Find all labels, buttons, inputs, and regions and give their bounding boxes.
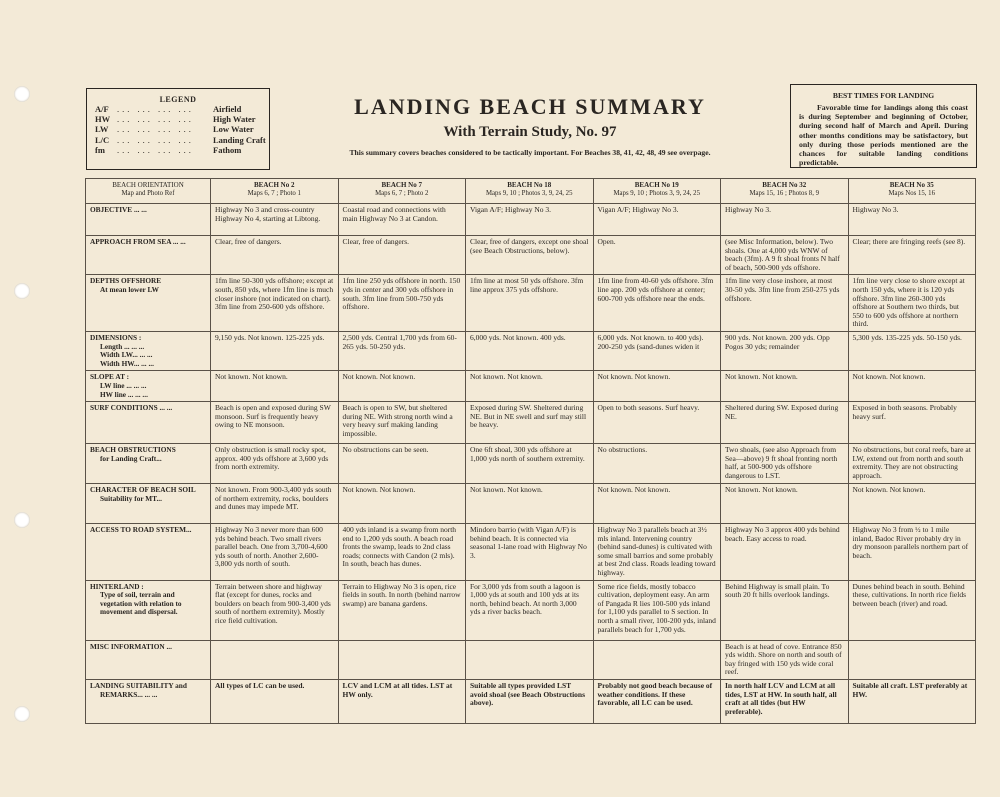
column-beach-name: BEACH No 19 bbox=[634, 181, 679, 189]
table-cell: Two shoals, (see also Approach from Sea—above) 9 ft shoal fronting north half, at 500-900 yds offshore dangerous to LST. bbox=[721, 444, 849, 484]
legend-meaning: Low Water bbox=[213, 124, 254, 135]
row-label bbox=[86, 331, 211, 370]
table-cell: 6,000 yds. Not known. 400 yds. bbox=[466, 331, 594, 370]
table-cell: Highway No 3 never more than 600 yds behind beach. Two small rivers parallel beach. One from 3,700-4,600 yds south of north. Another 2,600-3,800 yds north of south. bbox=[211, 524, 339, 581]
table-row bbox=[86, 580, 976, 640]
page-title: LANDING BEACH SUMMARY bbox=[354, 94, 706, 119]
corner-header bbox=[86, 179, 211, 204]
table-cell: 1fm line 50-300 yds offshore; except at south, 850 yds, where 1fm line is much closer inshore (not indicated on chart). 3fm line from 250-600 yds offshore. bbox=[211, 275, 339, 332]
table-cell: Suitable all craft. LST preferably at HW. bbox=[848, 680, 976, 724]
row-sublabel: Type of soil, terrain and vegetation with relation to movement and dispersal. bbox=[100, 590, 182, 617]
table-cell: Not known. Not known. bbox=[848, 371, 976, 402]
table-row bbox=[86, 524, 976, 581]
table-cell: Not known. Not known. bbox=[338, 371, 466, 402]
column-header-beach bbox=[848, 179, 976, 204]
row-label-text: ACCESS TO ROAD SYSTEM... bbox=[90, 525, 192, 535]
legend-row bbox=[95, 124, 269, 134]
table-cell: Probably not good beach because of weather conditions. If these favorable, all LC can be used. bbox=[593, 680, 721, 724]
row-label bbox=[86, 484, 211, 524]
table-cell: Beach is at head of cove. Entrance 850 yds width. Shore on north and south of bay fringed with 150 yds wide coral reef. bbox=[721, 640, 849, 679]
row-sublabel: Width HW... ... ... bbox=[100, 358, 154, 368]
table-cell: Not known. Not known. bbox=[593, 484, 721, 524]
row-label-text: SURF CONDITIONS ... ... bbox=[90, 403, 173, 413]
table-cell bbox=[338, 640, 466, 679]
table-row bbox=[86, 680, 976, 724]
binder-hole bbox=[14, 706, 30, 722]
column-header-beach bbox=[593, 179, 721, 204]
table-cell: Mindoro barrio (with Vigan A/F) is behind beach. It is connected via seasonal 1-lane road with Highway No 3. bbox=[466, 524, 594, 581]
table-cell: Sheltered during SW. Exposed during NE. bbox=[721, 402, 849, 444]
table-cell: No obstructions. bbox=[593, 444, 721, 484]
table-cell: LCV and LCM at all tides. LST at HW only. bbox=[338, 680, 466, 724]
table-cell: One 6ft shoal, 300 yds offshore at 1,000 yds north of southern extremity. bbox=[466, 444, 594, 484]
legend-row bbox=[95, 145, 269, 155]
row-sublabel: REMARKS... ... ... bbox=[100, 689, 158, 699]
table-cell: 400 yds inland is a swamp from north end to 1,200 yds south. A beach road fronts the swamp, leads to 2nd class roads; connects with Candon (2 mls). In south, beach has dunes. bbox=[338, 524, 466, 581]
legend-row bbox=[95, 135, 269, 145]
table-row bbox=[86, 275, 976, 332]
column-beach-name: BEACH No 35 bbox=[889, 181, 934, 189]
column-beach-name: BEACH No 7 bbox=[381, 181, 422, 189]
legend-abbr: HW bbox=[95, 114, 111, 125]
row-sublabel: LW line ... ... ... bbox=[100, 380, 147, 390]
table-cell: Not known. Not known. bbox=[466, 371, 594, 402]
table-row bbox=[86, 640, 976, 679]
row-sublabel: Suitability for MT... bbox=[100, 493, 162, 503]
column-header-beach bbox=[211, 179, 339, 204]
column-map-ref: Maps Nos 15, 16 bbox=[888, 189, 935, 197]
table-cell bbox=[466, 640, 594, 679]
table-cell: Coastal road and connections with main Highway No 3 at Candon. bbox=[338, 204, 466, 236]
legend-row bbox=[95, 104, 269, 114]
legend-meaning: Airfield bbox=[213, 104, 242, 114]
column-beach-name: BEACH No 18 bbox=[507, 181, 552, 189]
row-sublabel: At mean lower LW bbox=[100, 284, 159, 294]
best-times-body: Favorable time for landings along this coast is during September and beginning of October, during second half of March and April. During other months conditions may be satisfactory, but only during those periods mentioned are the chances for suitable landing conditions predictable. bbox=[799, 103, 968, 168]
binder-hole bbox=[14, 86, 30, 102]
table-cell: Vigan A/F; Highway No 3. bbox=[593, 204, 721, 236]
table-cell: Behind Highway is small plain. To south 20 ft hills overlook landings. bbox=[721, 580, 849, 640]
table-cell: Highway No 3 approx 400 yds behind beach. Easy access to road. bbox=[721, 524, 849, 581]
table-cell: Not known. Not known. bbox=[721, 371, 849, 402]
table-cell: 6,000 yds. Not known. to 400 yds). 200-250 yds (sand-dunes widen it bbox=[593, 331, 721, 370]
table-cell: 5,300 yds. 135-225 yds. 50-150 yds. bbox=[848, 331, 976, 370]
row-sublabel: Length ... ... ... bbox=[100, 341, 145, 351]
table-row bbox=[86, 371, 976, 402]
legend-title: LEGEND bbox=[159, 95, 197, 104]
table-cell: No obstructions can be seen. bbox=[338, 444, 466, 484]
table-cell: Not known. Not known. bbox=[593, 371, 721, 402]
table-cell: Suitable all types provided LST avoid shoal (see Beach Obstructions above). bbox=[466, 680, 594, 724]
column-beach-name: BEACH No 32 bbox=[762, 181, 807, 189]
column-map-ref: Maps 6, 7 ; Photo 2 bbox=[375, 189, 429, 197]
row-label bbox=[86, 524, 211, 581]
table-row bbox=[86, 484, 976, 524]
table-cell: Exposed during SW. Sheltered during NE. But in NE swell and surf may still be heavy. bbox=[466, 402, 594, 444]
row-label-text: APPROACH FROM SEA ... ... bbox=[90, 237, 186, 246]
column-header-beach bbox=[338, 179, 466, 204]
column-header-beach bbox=[466, 179, 594, 204]
row-label bbox=[86, 640, 211, 679]
legend-abbr: A/F bbox=[95, 104, 109, 114]
coverage-note: This summary covers beaches considered to be tactically important. For Beaches 38, 41, 42, 48, 49 see overpage. bbox=[349, 148, 711, 157]
table-cell: 1fm line at most 50 yds offshore. 3fm line approx 375 yds offshore. bbox=[466, 275, 594, 332]
table-cell: For 3,000 yds from south a lagoon is 1,000 yds at south and 100 yds at its north, behind beach. At north 3,000 yds a river backs beach. bbox=[466, 580, 594, 640]
table-cell: Highway No 3. bbox=[848, 204, 976, 236]
legend-dots: ... ... ... ... bbox=[117, 134, 194, 145]
table-cell: Not known. Not known. bbox=[721, 484, 849, 524]
table-cell: All types of LC can be used. bbox=[211, 680, 339, 724]
legend-dots: ... ... ... ... bbox=[117, 124, 194, 135]
table-row bbox=[86, 402, 976, 444]
column-header-beach bbox=[721, 179, 849, 204]
row-label bbox=[86, 236, 211, 275]
table-cell: 1fm line very close to shore except at north 150 yds, where it is 120 yds offshore. 3fm line 260-300 yds offshore at Southern two thirds, but 550 to 600 yds offshore at northern third. bbox=[848, 275, 976, 332]
legend-meaning: High Water bbox=[213, 114, 256, 125]
page-subtitle: With Terrain Study, No. 97 bbox=[443, 124, 617, 140]
table-header-row bbox=[86, 179, 976, 204]
binder-hole bbox=[14, 283, 30, 299]
table-cell: Highway No 3 and cross-country Highway No 4, starting at Libtong. bbox=[211, 204, 339, 236]
beach-summary-table bbox=[85, 178, 976, 724]
table-cell: Dunes behind beach in south. Behind these, cultivations. In north rice fields between beach (river) and road. bbox=[848, 580, 976, 640]
row-label bbox=[86, 680, 211, 724]
row-label-text: OBJECTIVE ... ... bbox=[90, 205, 147, 214]
table-cell bbox=[593, 640, 721, 679]
corner-title: BEACH ORIENTATION bbox=[112, 181, 184, 189]
binder-hole bbox=[14, 512, 30, 528]
legend-meaning: Landing Craft bbox=[213, 134, 266, 145]
table-cell: Terrain between shore and highway flat (except for dunes, rocks and boulders on beach from 900-3,400 yds south of northern extremity). Mostly rice field cultivation. bbox=[211, 580, 339, 640]
table-row bbox=[86, 331, 976, 370]
table-cell: 2,500 yds. Central 1,700 yds from 60-265 yds. 50-250 yds. bbox=[338, 331, 466, 370]
legend-box bbox=[86, 88, 270, 170]
row-label-text: SLOPE AT : bbox=[90, 372, 130, 382]
legend-dots: ... ... ... ... bbox=[117, 104, 194, 114]
column-map-ref: Maps 6, 7 ; Photo 1 bbox=[247, 189, 301, 197]
row-label bbox=[86, 204, 211, 236]
column-map-ref: Maps 9, 10 ; Photos 3, 9, 24, 25 bbox=[613, 189, 700, 197]
legend-abbr: fm bbox=[95, 144, 105, 155]
table-cell: Clear, free of dangers, except one shoal (see Beach Obstructions, below). bbox=[466, 236, 594, 275]
table-cell: 900 yds. Not known. 200 yds. Opp Pogos 30 yds; remainder bbox=[721, 331, 849, 370]
row-label bbox=[86, 580, 211, 640]
table-cell: Highway No 3 parallels beach at 3½ mls inland. Intervening country (behind sand-dunes) is cultivated with some small barrios and some probably at best 2nd class. Roads leading toward highway. bbox=[593, 524, 721, 581]
row-label-text: DEPTHS OFFSHORE bbox=[90, 276, 162, 286]
table-cell: Highway No 3 from ½ to 1 mile inland, Badoc River probably dry in dry monsoon parallels northern part of beach. bbox=[848, 524, 976, 581]
column-map-ref: Maps 15, 16 ; Photos 8, 9 bbox=[749, 189, 819, 197]
legend-abbr: LW bbox=[95, 124, 109, 135]
table-cell: Not known. Not known. bbox=[338, 484, 466, 524]
best-times-title: BEST TIMES FOR LANDING bbox=[832, 91, 935, 100]
table-cell: 9,150 yds. Not known. 125-225 yds. bbox=[211, 331, 339, 370]
table-cell: Not known. Not known. bbox=[848, 484, 976, 524]
table-cell: Beach is open and exposed during SW monsoon. Surf is frequently heavy owing to NE monsoon. bbox=[211, 402, 339, 444]
row-sublabel: for Landing Craft... bbox=[100, 453, 162, 463]
column-beach-name: BEACH No 2 bbox=[254, 181, 295, 189]
row-label-text: LANDING SUITABILITY and bbox=[90, 681, 187, 691]
row-sublabel: Width LW... ... ... bbox=[100, 350, 153, 360]
table-cell: Highway No 3. bbox=[721, 204, 849, 236]
legend-dots: ... ... ... ... bbox=[117, 114, 194, 125]
row-label-text: HINTERLAND : bbox=[90, 581, 144, 591]
table-cell: Not known. Not known. bbox=[466, 484, 594, 524]
table-cell bbox=[848, 640, 976, 679]
table-cell: Exposed in both seasons. Probably heavy surf. bbox=[848, 402, 976, 444]
legend-meaning: Fathom bbox=[213, 144, 242, 155]
row-label-text: CHARACTER OF BEACH SOIL bbox=[90, 485, 196, 495]
table-cell: Terrain to Highway No 3 is open, rice fields in south. In north (behind narrow swamp) are banana gardens. bbox=[338, 580, 466, 640]
row-label bbox=[86, 371, 211, 402]
table-cell: Open. bbox=[593, 236, 721, 275]
table-cell: In north half LCV and LCM at all tides, LST at HW. In south half, all craft at all tides (but HW preferable). bbox=[721, 680, 849, 724]
table-cell: Clear, free of dangers. bbox=[338, 236, 466, 275]
table-cell: Clear, free of dangers. bbox=[211, 236, 339, 275]
column-map-ref: Maps 9, 10 ; Photos 3, 9, 24, 25 bbox=[486, 189, 573, 197]
table-row bbox=[86, 444, 976, 484]
corner-sub: Map and Photo Ref bbox=[121, 189, 175, 197]
best-times-box bbox=[790, 84, 977, 168]
table-row bbox=[86, 204, 976, 236]
table-cell: Vigan A/F; Highway No 3. bbox=[466, 204, 594, 236]
legend-row bbox=[95, 114, 269, 124]
legend-dots: ... ... ... ... bbox=[117, 144, 194, 155]
table-cell: Not known. Not known. bbox=[211, 371, 339, 402]
table-cell: Beach is open to SW, but sheltered during NE. With strong north wind a very heavy surf making landing impossible. bbox=[338, 402, 466, 444]
table-cell: Some rice fields, mostly tobacco cultivation, deployment easy. An arm of Pangada R lies 100-500 yds inland for 1,100 yds parallel to S section. In north a small river, 100-200 yds, inland parallels beach for 1,700 yds. bbox=[593, 580, 721, 640]
table-cell: 1fm line very close inshore, at most 30-50 yds. 3fm line from 250-275 yds offshore. bbox=[721, 275, 849, 332]
row-label bbox=[86, 402, 211, 444]
table-cell: 1fm line from 40-60 yds offshore. 3fm line app. 200 yds offshore at center; 600-700 yds offshore near the ends. bbox=[593, 275, 721, 332]
table-cell bbox=[211, 640, 339, 679]
row-label-text: BEACH OBSTRUCTIONS bbox=[90, 445, 176, 455]
table-cell: 1fm line 250 yds offshore in north. 150 yds in center and 300 yds offshore in south. 3fm line from 500-750 yds offshore. bbox=[338, 275, 466, 332]
row-label-text: DIMENSIONS : bbox=[90, 332, 142, 342]
table-cell: Only obstruction is small rocky spot, approx. 400 yds offshore at 3,600 yds from north extremity. bbox=[211, 444, 339, 484]
row-sublabel: HW line ... ... ... bbox=[100, 389, 148, 399]
row-label bbox=[86, 275, 211, 332]
table-cell: (see Misc Information, below). Two shoals. One at 4,000 yds WNW of beach (3fm). A 9 ft shoal fronts N half of beach, 500-900 yds offshore. bbox=[721, 236, 849, 275]
row-label-text: MISC INFORMATION ... bbox=[90, 641, 172, 651]
table-cell: No obstructions, but coral reefs, bare at LW, extend out from north and south extremity. They are not obstructing approach. bbox=[848, 444, 976, 484]
table-cell: Not known. From 900-3,400 yds south of northern extremity, rocks, boulders and dunes may impede MT. bbox=[211, 484, 339, 524]
legend-abbr: L/C bbox=[95, 134, 110, 145]
table-cell: Open to both seasons. Surf heavy. bbox=[593, 402, 721, 444]
table-row bbox=[86, 236, 976, 275]
page-title-block bbox=[300, 94, 760, 141]
row-label bbox=[86, 444, 211, 484]
table-cell: Clear; there are fringing reefs (see 8). bbox=[848, 236, 976, 275]
